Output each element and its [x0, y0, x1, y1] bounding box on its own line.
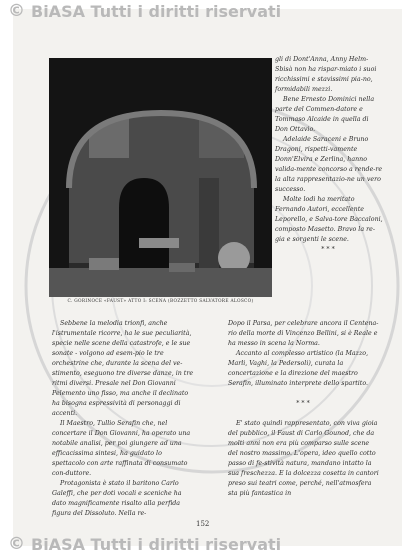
watermark-top [0, 0, 414, 22]
right-column [228, 319, 380, 499]
right-top-column [275, 55, 383, 255]
section-separator: *** [296, 400, 312, 407]
stage-photo [49, 58, 272, 297]
paragraph: Molte lodi ha meritato Fernando Autori, eccellente Leporello, e Salva-tore Baccaloni, composto Masetto. Bravo la re-gia e sorgenti le scene. [275, 196, 383, 243]
paragraph: Dopo il Parsa, per celebrare ancora il Centena-rio della morte di Vincenzo Bellini, si è Reale e ha messo in scena la Norma. [228, 320, 379, 347]
photo-caption: C. GORINOCE «FAUST» ATTO I: SCENA (BOZZETTO SALVATORE ALOSCO) [67, 299, 254, 304]
paragraph: E' stato quindi rappresentato, con viva gioia del pubblico, il Faust di Carlo Gounod, che da molti anni non era più comparso sulle scene del nostro massimo. L'opera, ideo quello cotto passo di fe-stività natura, mandano intatto la sua freschezza. E la dolcezza cosetta in cantori preso sui teatri come, perché, nell'atmosfera sta più fantastica in [228, 420, 379, 497]
paragraph: Protagonista è stato il baritono Carlo Galeffi, che per doti vocali e sceniche ha dato magnificamente risalto alla perfida figura del Dissoluto. Nella re- [52, 480, 182, 517]
watermark-text: BiASA Tutti i diritti riservati [31, 1, 282, 21]
copyright-icon: © [8, 1, 25, 21]
paragraph: Il Maestro, Tullio Serafin che, nel concertare il Don Giovanni, ha operato una notabile analisi, per poi giungere ad una efficacissima sintesi, ha guidato lo spettacolo con arte raffinata di consumato con-duttore. [52, 420, 191, 477]
copyright-icon: © [8, 534, 25, 554]
paragraph: Sebbene la melodia trionfi, anche l'istrumentale ricorre, ha le sue peculiarità, specie nelle scene della catastrofe, e le sue sonate - volgono ad esem-pio le tre orchestrine che, durante la scena del ve-stimento, eseguono tre diverse danze, in tre ritmi diversi. Presale nel Don Giovanni Pelemento uno fisso, ma anche il declinato ha bisogna espressività di personaggi di accenti. [52, 320, 194, 417]
paragraph: Adelaide Saraceni e Bruno Dragoni, rispetti-vamente Donn'Elvira e Zerlina, hanno valida-mente concorso a rende-re la alta rappresentazio-ne un vero successo. [275, 136, 383, 193]
paragraph: gli di Dont'Anna, Anny Helm-Sbisà non ha rispar-miato i suoi ricchissimi e stavissimi pia-no, formidabili mezzi. [275, 56, 377, 93]
section-separator: *** [321, 246, 337, 253]
paragraph: Bene Ernesto Dominici nella parte del Commen-datore e Tommaso Alcaide in quella di Don Ottavio. [275, 96, 375, 133]
watermark-bottom [0, 533, 414, 555]
watermark-text: BiASA Tutti i diritti riservati [31, 534, 282, 554]
left-column [52, 319, 194, 519]
page-number: 152 [196, 520, 210, 528]
paragraph: Accanto al complesso artistico (la Mazzo, Marli, Vaghi, la Pedersoli), curata la concertazione e la direzione del maestro Serafin, illuminato interprete dello spartito. [228, 350, 369, 387]
